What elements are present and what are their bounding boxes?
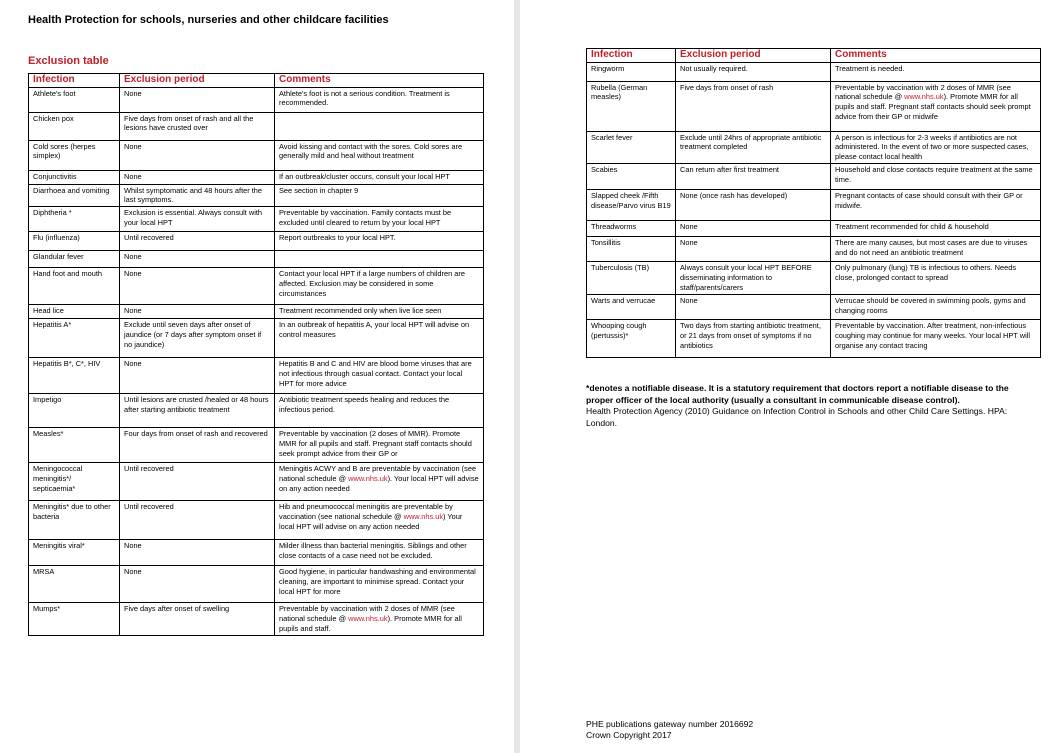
exclusion-period-cell: None xyxy=(120,140,275,170)
table-row xyxy=(29,232,484,251)
exclusion-period-cell: Five days from onset of rash and all the lesions have crusted over xyxy=(120,112,275,140)
nhs-link[interactable]: www.nhs.uk xyxy=(348,474,388,484)
infection-cell: Warts and verrucae xyxy=(587,295,676,320)
header-exclusion-period: Exclusion period xyxy=(120,74,275,88)
table-row xyxy=(29,428,484,463)
comments-cell xyxy=(275,603,484,636)
infection-cell: Threadworms xyxy=(587,221,676,237)
table-row xyxy=(29,603,484,636)
infection-cell: Hepatitis B*, C*, HIV xyxy=(29,358,120,394)
exclusion-period-cell: Two days from starting antibiotic treatment, or 21 days from onset of symptoms if no antibiotics xyxy=(676,320,831,358)
infection-cell: Mumps* xyxy=(29,603,120,636)
infection-cell: Chicken pox xyxy=(29,112,120,140)
table-row xyxy=(29,463,484,501)
infection-cell: Whooping cough (pertussis)* xyxy=(587,320,676,358)
table-row xyxy=(587,190,1041,221)
table-row xyxy=(29,87,484,112)
document-title: Health Protection for schools, nurseries and other childcare facilities xyxy=(28,14,389,26)
comments-cell: Avoid kissing and contact with the sores. Cold sores are generally mild and heal without treatment xyxy=(275,140,484,170)
comments-cell: Report outbreaks to your local HPT. xyxy=(275,232,484,251)
table-row xyxy=(29,207,484,232)
exclusion-table-left xyxy=(28,73,484,636)
exclusion-period-cell: Not usually required. xyxy=(676,62,831,81)
page-divider xyxy=(514,0,520,753)
table-row xyxy=(587,221,1041,237)
exclusion-period-cell: Can return after first treatment xyxy=(676,164,831,190)
comments-cell: In an outbreak of hepatitis A, your local HPT will advise on control measures xyxy=(275,319,484,358)
table-row xyxy=(29,358,484,394)
header-exclusion-period: Exclusion period xyxy=(676,49,831,63)
infection-cell: Glandular fever xyxy=(29,251,120,268)
comments-text: Hib and pneumococcal meningitis are preventable by vaccination (see national schedule @ xyxy=(279,502,453,522)
table-row xyxy=(29,540,484,566)
infection-cell: Tuberculosis (TB) xyxy=(587,262,676,295)
infection-cell: Meningitis viral* xyxy=(29,540,120,566)
infection-cell: Rubella (German measles) xyxy=(587,81,676,131)
comments-cell: Household and close contacts require treatment at the same time. xyxy=(831,164,1041,190)
comments-cell: Contact your local HPT if a large numbers of children are affected. Exclusion may be considered in some circumstances xyxy=(275,268,484,305)
comments-cell: Verrucae should be covered in swimming pools, gyms and changing rooms xyxy=(831,295,1041,320)
exclusion-period-cell: None xyxy=(120,305,275,319)
header-infection: Infection xyxy=(587,49,676,63)
table-row xyxy=(29,305,484,319)
notifiable-disease-note: *denotes a notifiable disease. It is a statutory requirement that doctors report a notifiable disease to the proper officer of the local authority (usually a consultant in communicable disease control). xyxy=(586,383,1009,405)
header-comments: Comments xyxy=(275,74,484,88)
header-infection: Infection xyxy=(29,74,120,88)
infection-cell: Measles* xyxy=(29,428,120,463)
copyright: Crown Copyright 2017 xyxy=(586,730,672,741)
section-title: Exclusion table xyxy=(28,55,109,67)
exclusion-period-cell: None (once rash has developed) xyxy=(676,190,831,221)
infection-cell: Athlete's foot xyxy=(29,87,120,112)
exclusion-table-right xyxy=(586,48,1041,358)
exclusion-period-cell: None xyxy=(120,268,275,305)
nhs-link[interactable]: www.nhs.uk xyxy=(348,614,388,624)
table-row xyxy=(587,164,1041,190)
exclusion-period-cell: Five days after onset of swelling xyxy=(120,603,275,636)
nhs-link[interactable]: www.nhs.uk xyxy=(904,92,944,102)
table-row xyxy=(587,237,1041,262)
infection-cell: Impetigo xyxy=(29,394,120,428)
exclusion-period-cell: Exclusion is essential. Always consult with your local HPT xyxy=(120,207,275,232)
table-row xyxy=(29,170,484,184)
infection-cell: Head lice xyxy=(29,305,120,319)
comments-text: Preventable by vaccination with 2 doses of MMR (see national schedule @ xyxy=(835,82,1011,102)
exclusion-period-cell: None xyxy=(120,170,275,184)
comments-cell: If an outbreak/cluster occurs, consult your local HPT xyxy=(275,170,484,184)
comments-text: ). Promote MMR for all pupils and staff. xyxy=(279,614,462,634)
exclusion-period-cell: Until recovered xyxy=(120,232,275,251)
exclusion-period-cell: Exclude until seven days after onset of jaundice (or 7 days after symptom onset if no jaundice) xyxy=(120,319,275,358)
comments-cell xyxy=(275,251,484,268)
table-row xyxy=(29,319,484,358)
exclusion-period-cell: None xyxy=(676,295,831,320)
table-header-row xyxy=(29,74,484,88)
table-row xyxy=(29,140,484,170)
infection-cell: Cold sores (herpes simplex) xyxy=(29,140,120,170)
exclusion-period-cell: Always consult your local HPT BEFORE disseminating information to staff/parents/carers xyxy=(676,262,831,295)
exclusion-period-cell: Exclude until 24hrs of appropriate antibiotic treatment completed xyxy=(676,131,831,164)
infection-cell: Hepatitis A* xyxy=(29,319,120,358)
comments-text: Meningitis ACWY and B are preventable by vaccination (see national schedule @ xyxy=(279,464,477,484)
exclusion-period-cell: Until lesions are crusted /healed or 48 hours after starting antibiotic treatment xyxy=(120,394,275,428)
table-row xyxy=(587,320,1041,358)
table-row xyxy=(29,566,484,603)
exclusion-period-cell: None xyxy=(120,251,275,268)
table-row xyxy=(29,112,484,140)
exclusion-period-cell: None xyxy=(676,221,831,237)
table-row xyxy=(587,131,1041,164)
reference-note: Health Protection Agency (2010) Guidance on Infection Control in Schools and other Child Care Settings. HPA: London. xyxy=(586,406,1008,428)
comments-cell: See section in chapter 9 xyxy=(275,184,484,207)
comments-cell: Pregnant contacts of case should consult with their GP or midwife. xyxy=(831,190,1041,221)
infection-cell: MRSA xyxy=(29,566,120,603)
table-row xyxy=(29,501,484,540)
infection-cell: Meningococcal meningitis*/ septicaemia* xyxy=(29,463,120,501)
infection-cell: Scarlet fever xyxy=(587,131,676,164)
infection-cell: Hand foot and mouth xyxy=(29,268,120,305)
nhs-link[interactable]: www.nhs.uk xyxy=(403,512,444,522)
table-row xyxy=(29,251,484,268)
comments-cell: Preventable by vaccination (2 doses of MMR). Promote MMR for all pupils and staff. Pregnant staff contacts should seek prompt advice from their GP or xyxy=(275,428,484,463)
exclusion-period-cell: Until recovered xyxy=(120,501,275,540)
comments-cell: Treatment recommended for child & household xyxy=(831,221,1041,237)
comments-cell: Milder illness than bacterial meningitis. Siblings and other close contacts of a case need not be excluded. xyxy=(275,540,484,566)
table-row xyxy=(29,268,484,305)
infection-cell: Slapped cheek /Fifth disease/Parvo virus B19 xyxy=(587,190,676,221)
exclusion-period-cell: Four days from onset of rash and recovered xyxy=(120,428,275,463)
comments-cell xyxy=(275,112,484,140)
comments-text: Preventable by vaccination with 2 doses of MMR (see national schedule @ xyxy=(279,604,455,624)
table-row xyxy=(587,62,1041,81)
exclusion-period-cell: None xyxy=(120,540,275,566)
comments-cell: Only pulmonary (lung) TB is infectious to others. Needs close, prolonged contact to spread xyxy=(831,262,1041,295)
footnote xyxy=(586,383,1026,429)
comments-cell: Good hygiene, in particular handwashing and environmental cleaning, are important to minimise spread. Contact your local HPT for more xyxy=(275,566,484,603)
comments-cell: Antibiotic treatment speeds healing and reduces the infectious period. xyxy=(275,394,484,428)
comments-cell: Preventable by vaccination. After treatment, non-infectious coughing may continue for many weeks. Your local HPT will organise any contact tracing xyxy=(831,320,1041,358)
comments-cell xyxy=(275,463,484,501)
comments-cell: A person is infectious for 2-3 weeks if antibiotics are not administered. In the event of two or more suspected cases, please contact local health xyxy=(831,131,1041,164)
exclusion-period-cell: Until recovered xyxy=(120,463,275,501)
comments-cell: Athlete's foot is not a serious condition. Treatment is recommended. xyxy=(275,87,484,112)
publication-info xyxy=(586,719,753,741)
comments-cell: Preventable by vaccination. Family contacts must be excluded until cleared to return by your local HPT xyxy=(275,207,484,232)
exclusion-period-cell: None xyxy=(120,87,275,112)
infection-cell: Flu (influenza) xyxy=(29,232,120,251)
infection-cell: Diphtheria * xyxy=(29,207,120,232)
table-row xyxy=(587,295,1041,320)
comments-text: ) Your local HPT will advise on any action needed xyxy=(279,512,463,532)
exclusion-period-cell: None xyxy=(676,237,831,262)
comments-cell: Treatment is needed. xyxy=(831,62,1041,81)
table-row xyxy=(587,81,1041,131)
infection-cell: Scabies xyxy=(587,164,676,190)
exclusion-period-cell: None xyxy=(120,358,275,394)
infection-cell: Diarrhoea and vomiting xyxy=(29,184,120,207)
exclusion-period-cell: Five days from onset of rash xyxy=(676,81,831,131)
table-header-row xyxy=(587,49,1041,63)
infection-cell: Conjunctivitis xyxy=(29,170,120,184)
table-row xyxy=(29,184,484,207)
header-comments: Comments xyxy=(831,49,1041,63)
table-row xyxy=(587,262,1041,295)
comments-text: ). Your local HPT will advise on any action needed xyxy=(279,474,479,494)
infection-cell: Meningitis* due to other bacteria xyxy=(29,501,120,540)
gateway-number: PHE publications gateway number 2016692 xyxy=(586,719,754,729)
comments-text: ). Promote MMR for all pupils and staff. Pregnant staff contacts should seek prompt advice from their GP or midwife xyxy=(835,92,1031,122)
exclusion-period-cell: None xyxy=(120,566,275,603)
comments-cell xyxy=(275,501,484,540)
infection-cell: Tonsillitis xyxy=(587,237,676,262)
infection-cell: Ringworm xyxy=(587,62,676,81)
comments-cell: Hepatitis B and C and HIV are blood borne viruses that are not infectious through casual contact. Contact your local HPT for more advice xyxy=(275,358,484,394)
comments-cell: There are many causes, but most cases are due to viruses and do not need an antibiotic treatment xyxy=(831,237,1041,262)
comments-cell: Treatment recommended only when live lice seen xyxy=(275,305,484,319)
exclusion-period-cell: Whilst symptomatic and 48 hours after the last symptoms. xyxy=(120,184,275,207)
comments-cell xyxy=(831,81,1041,131)
table-row xyxy=(29,394,484,428)
